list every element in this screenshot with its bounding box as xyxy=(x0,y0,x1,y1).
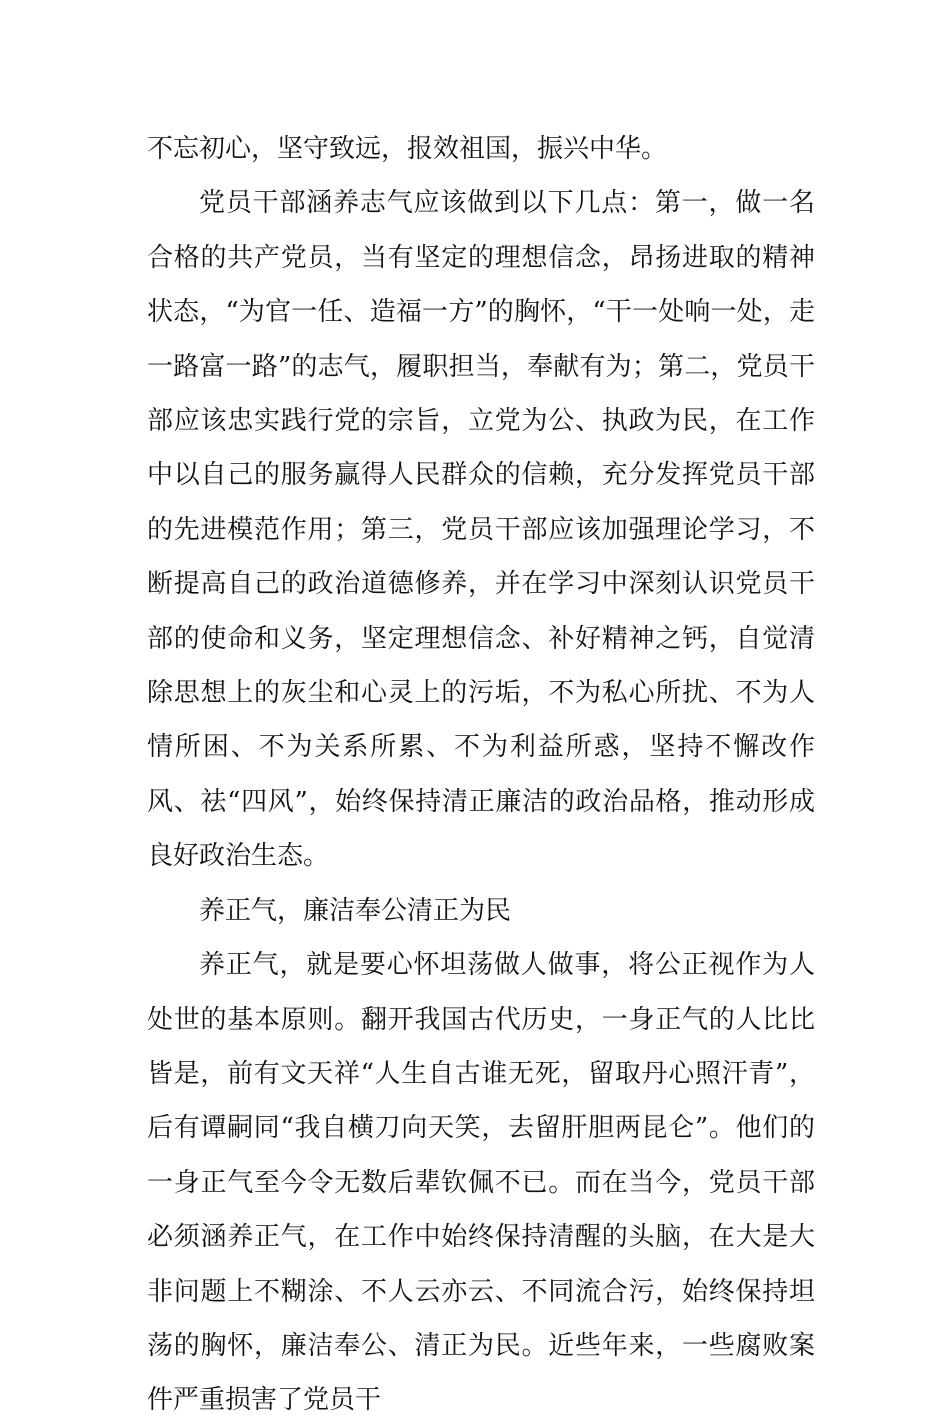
paragraph-closing-line: 不忘初心，坚守致远，报效祖国，振兴中华。 xyxy=(147,134,668,164)
section-heading: 养正气，廉洁奉公清正为民 xyxy=(199,895,512,926)
paragraph-cultivating-ambition: 党员干部涵养志气应该做到以下几点：第一，做一名合格的共产党员，当有坚定的理想信念，昂扬进取的精神状态，“为官一任、造福一方”的胸怀，“干一处响一处，走一路富一路”的志气，履职担当，奉献有为；第二，党员干部应该忠实践行党的宗旨，立党为公、执政为民，在工作中以自己的服务赢得人民群众的信赖，充分发挥党员干部的先进模范作用；第三，党员干部应该加强理论学习，不断提高自己的政治道德修养，并在学习中深刻认识党员干部的使命和义务，坚定理想信念、补好精神之钙，自觉清除思想上的灰尘和心灵上的污垢，不为私心所扰、不为人情所困、不为关系所累、不为利益所惑，坚持不懈改作风、祛“四风”，始终保持清正廉洁的政治品格，推动形成良好政治生态。 xyxy=(147,188,815,872)
paragraph-cultivating-righteousness: 养正气，就是要心怀坦荡做人做事，将公正视作为人处世的基本原则。翻开我国古代历史，一身正气的人比比皆是，前有文天祥“人生自古谁无死，留取丹心照汗青”，后有谭嗣同“我自横刀向天笑，去留肝胆两昆仑”。他们的一身正气至今令无数后辈钦佩不已。而在当今，党员干部必须涵养正气，在工作中始终保持清醒的头脑，在大是大非问题上不糊涂、不人云亦云、不同流合污，始终保持坦荡的胸怀，廉洁奉公、清正为民。近些年来，一些腐败案件严重损害了党员干 xyxy=(147,950,815,1416)
document-body xyxy=(147,122,815,1428)
